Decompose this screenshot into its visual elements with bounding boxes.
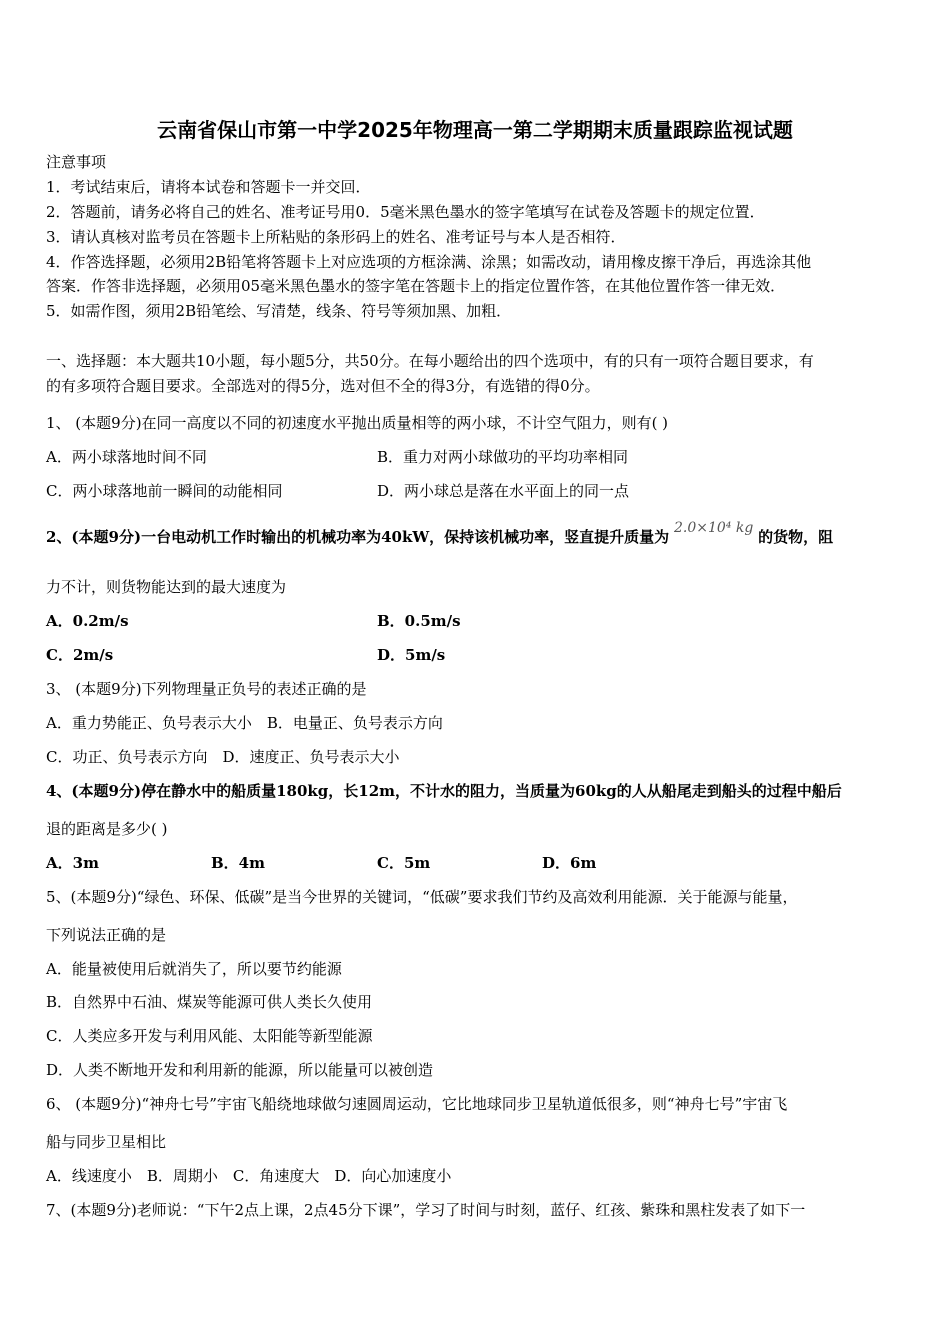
question-3-options-ab: A．重力势能正、负号表示大小 B．电量正、负号表示方向 — [46, 714, 443, 732]
mass-formula: 2.0×10⁴ kg — [673, 520, 754, 536]
question-2-option-a: A．0.2m/s — [46, 612, 129, 630]
question-4-option-c: C．5m — [377, 854, 431, 872]
question-2-stem — [46, 520, 834, 548]
notice-item: 2．答题前，请务必将自己的姓名、准考证号用0．5毫米黑色墨水的签字笔填写在试卷及答题卡的规定位置． — [46, 203, 765, 221]
page-title: 云南省保山市第一中学2025年物理高一第二学期期末质量跟踪监视试题 — [157, 118, 793, 142]
question-1-option-a: A．两小球落地时间不同 — [46, 448, 207, 466]
question-5-stem: 5、(本题9分)“绿色、环保、低碳”是当今世界的关键词，“低碳”要求我们节约及高效利用能源．关于能源与能量， — [46, 888, 798, 906]
question-1-option-c: C．两小球落地前一瞬间的动能相同 — [46, 482, 283, 500]
notice-item: 答案．作答非选择题，必须用05毫米黑色墨水的签字笔在答题卡上的指定位置作答，在其他位置作答一律无效． — [46, 277, 786, 295]
question-5-option-a: A．能量被使用后就消失了，所以要节约能源 — [46, 960, 342, 978]
question-2-option-d: D．5m/s — [377, 646, 446, 664]
question-1-stem: 1、 (本题9分)在同一高度以不同的初速度水平抛出质量相等的两小球，不计空气阻力，则有( ) — [46, 414, 669, 432]
section-intro: 一、选择题：本大题共10小题，每小题5分，共50分。在每小题给出的四个选项中，有的只有一项符合题目要求，有 — [46, 352, 814, 370]
question-2-option-c: C．2m/s — [46, 646, 114, 664]
question-3-stem: 3、 (本题9分)下列物理量正负号的表述正确的是 — [46, 680, 367, 698]
question-1-option-d: D．两小球总是落在水平面上的同一点 — [377, 482, 630, 500]
question-5-stem-cont: 下列说法正确的是 — [46, 926, 167, 944]
question-4-option-b: B．4m — [211, 854, 265, 872]
question-5-option-c: C．人类应多开发与利用风能、太阳能等新型能源 — [46, 1027, 373, 1045]
question-3-options-cd: C．功正、负号表示方向 D．速度正、负号表示大小 — [46, 748, 400, 766]
notice-item: 3．请认真核对监考员在答题卡上所粘贴的条形码上的姓名、准考证号与本人是否相符． — [46, 228, 626, 246]
section-intro: 的有多项符合题目要求。全部选对的得5分，选对但不全的得3分，有选错的得0分。 — [46, 377, 600, 395]
question-2-stem-cont: 力不计，则货物能达到的最大速度为 — [46, 578, 287, 596]
question-2-option-b: B．0.5m/s — [377, 612, 461, 630]
notice-heading: 注意事项 — [46, 153, 107, 171]
question-5-option-d: D．人类不断地开发和利用新的能源，所以能量可以被创造 — [46, 1061, 434, 1079]
notice-item: 1．考试结束后，请将本试卷和答题卡一并交回． — [46, 178, 371, 196]
question-6-stem: 6、 (本题9分)“神舟七号”宇宙飞船绕地球做匀速圆周运动，它比地球同步卫星轨道低很多，则“神舟七号”宇宙飞 — [46, 1095, 788, 1113]
question-4-option-a: A．3m — [46, 854, 99, 872]
question-2-stem-post: 的货物，阻 — [758, 528, 834, 546]
question-1-option-b: B．重力对两小球做功的平均功率相同 — [377, 448, 629, 466]
question-6-stem-cont: 船与同步卫星相比 — [46, 1133, 167, 1151]
question-5-option-b: B．自然界中石油、煤炭等能源可供人类长久使用 — [46, 993, 373, 1011]
question-2-stem-pre: 2、(本题9分)一台电动机工作时输出的机械功率为40kW，保持该机械功率，竖直提升质量为 — [46, 528, 670, 546]
question-6-options: A．线速度小 B．周期小 C．角速度大 D．向心加速度小 — [46, 1167, 452, 1185]
question-4-option-d: D．6m — [542, 854, 597, 872]
notice-item: 4．作答选择题，必须用2B铅笔将答题卡上对应选项的方框涂满、涂黑；如需改动，请用橡皮擦干净后，再选涂其他 — [46, 253, 812, 271]
question-4-stem-cont: 退的距离是多少( ) — [46, 820, 168, 838]
question-4-stem: 4、(本题9分)停在静水中的船质量180kg，长12m，不计水的阻力，当质量为60kg的人从船尾走到船头的过程中船后 — [46, 782, 842, 800]
notice-item: 5．如需作图，须用2B铅笔绘、写清楚，线条、符号等须加黑、加粗． — [46, 302, 512, 320]
question-7-stem: 7、(本题9分)老师说：“下午2点上课，2点45分下课”，学习了时间与时刻，蓝仔、红孩、紫珠和黑柱发表了如下一 — [46, 1201, 806, 1219]
